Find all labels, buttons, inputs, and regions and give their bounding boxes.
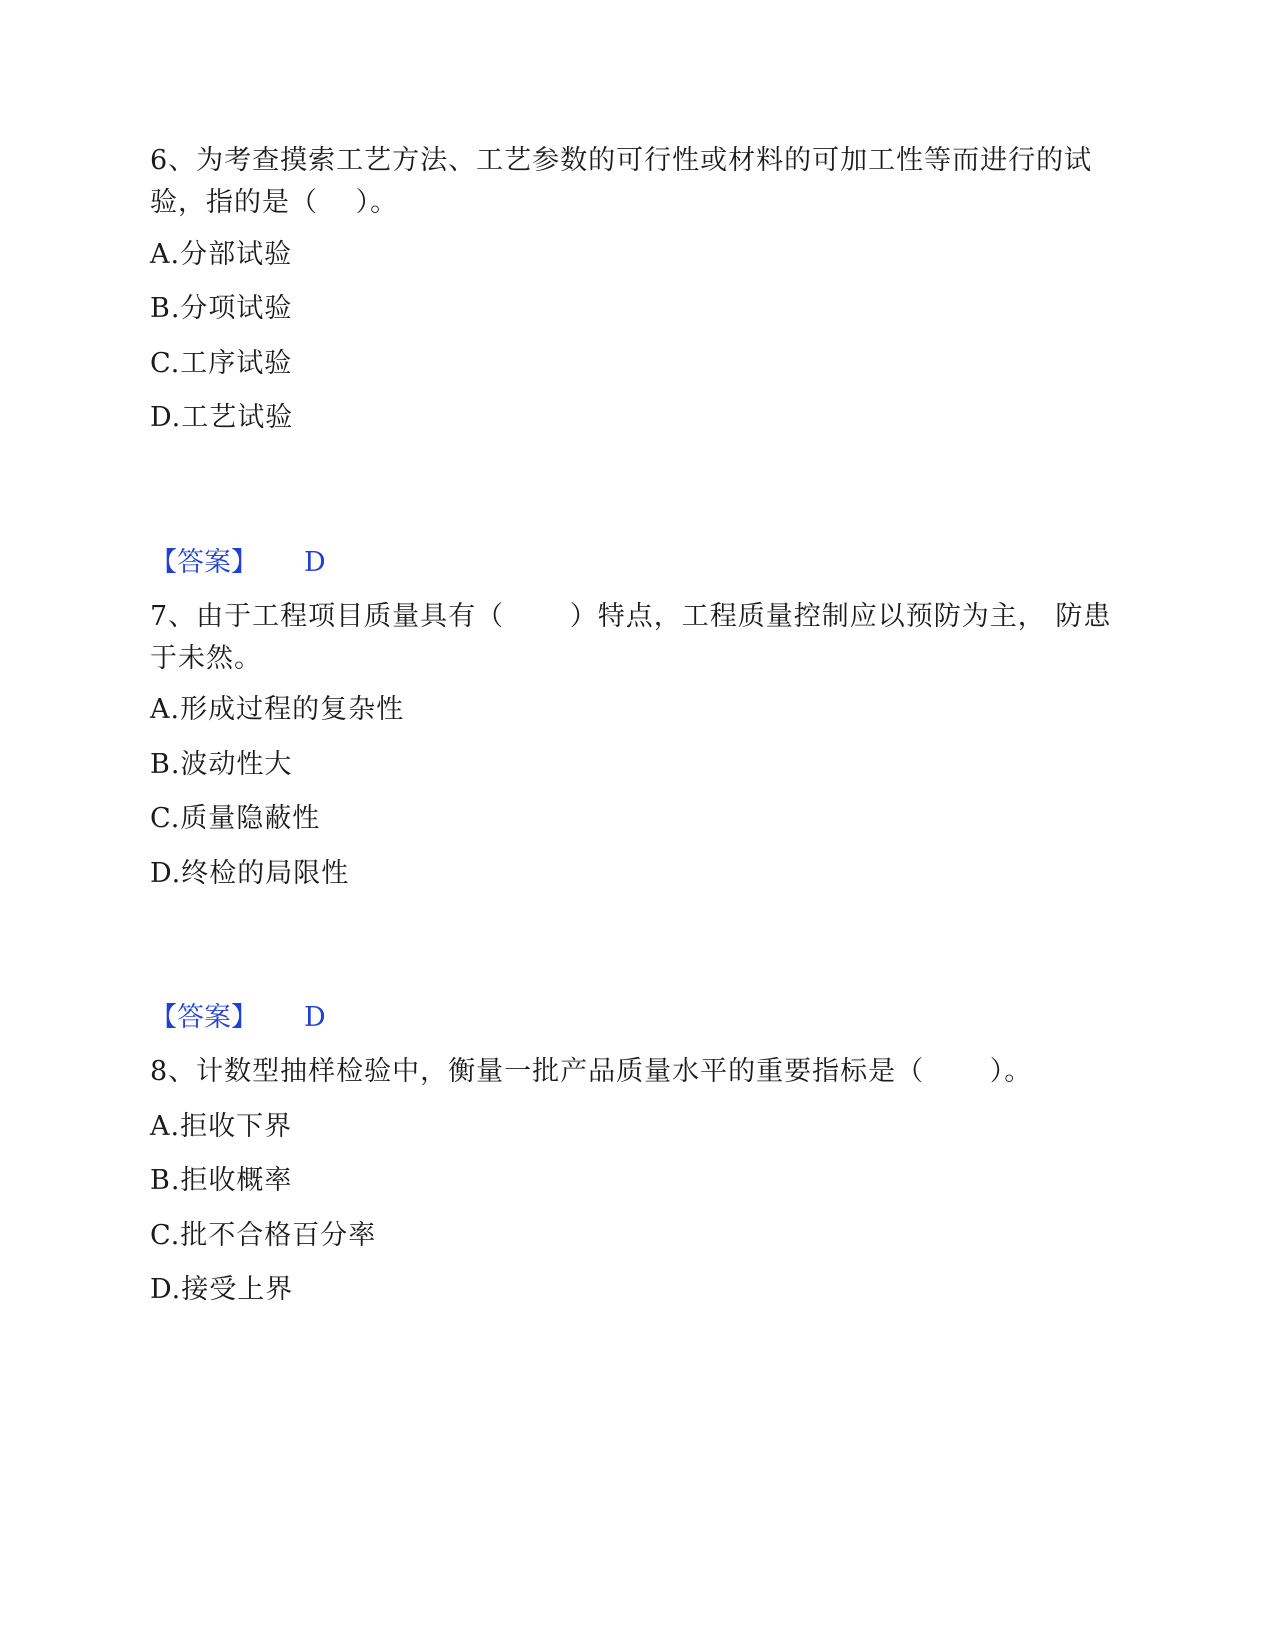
question-6-answer xyxy=(150,546,326,580)
question-7-stem: 7、由于工程项目质量具有（ ）特点，工程质量控制应以预防为主， 防患于未然。 xyxy=(150,601,1112,674)
question-6-stem: 6、为考查摸索工艺方法、工艺参数的可行性或材料的可加工性等而进行的试验，指的是（ ）。 xyxy=(150,145,1093,218)
question-7-option-d: D.终检的局限性 xyxy=(150,858,350,889)
question-7-option-c: C.质量隐蔽性 xyxy=(150,803,321,834)
question-6-option-b: B.分项试验 xyxy=(150,293,293,324)
question-8-option-b: B.拒收概率 xyxy=(150,1165,293,1196)
question-6-option-a: A.分部试验 xyxy=(150,239,293,270)
answer-value: D xyxy=(304,1002,326,1033)
question-7-option-b: B.波动性大 xyxy=(150,749,293,780)
answer-value: D xyxy=(304,547,326,578)
question-7-answer xyxy=(150,1001,326,1035)
question-8-option-d: D.接受上界 xyxy=(150,1274,294,1305)
question-6-option-d: D.工艺试验 xyxy=(150,402,294,433)
question-8-option-a: A.拒收下界 xyxy=(150,1111,293,1142)
question-7-option-a: A.形成过程的复杂性 xyxy=(150,694,405,725)
question-8-stem: 8、计数型抽样检验中，衡量一批产品质量水平的重要指标是（ ）。 xyxy=(150,1056,1033,1087)
answer-label: 【答案】 xyxy=(150,547,258,578)
question-6-option-c: C.工序试验 xyxy=(150,348,293,379)
answer-label: 【答案】 xyxy=(150,1002,258,1033)
question-8-option-c: C.批不合格百分率 xyxy=(150,1220,377,1251)
